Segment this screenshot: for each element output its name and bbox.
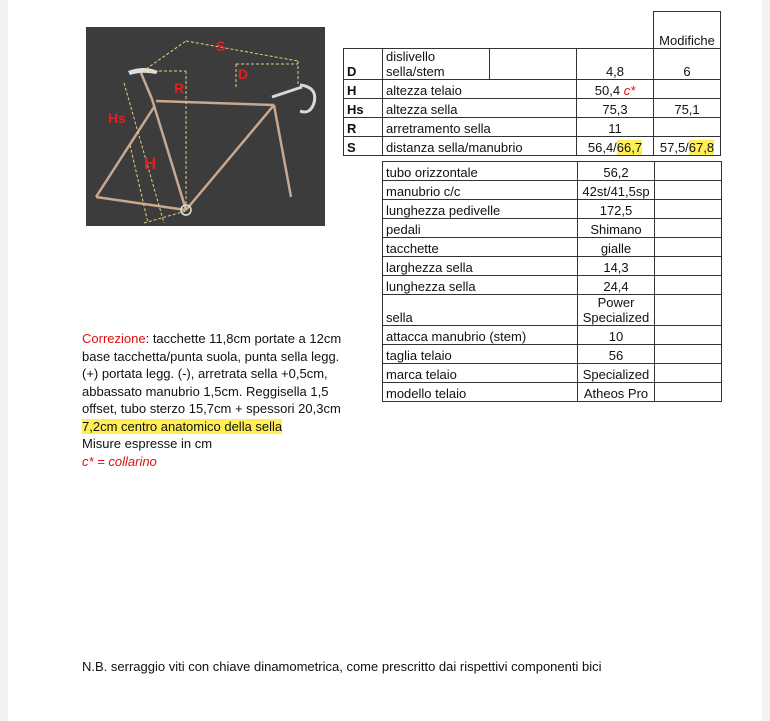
table-row: pedali Shimano — [383, 219, 722, 238]
label-hs: Hs — [108, 110, 126, 126]
table-row: taglia telaio 56 — [383, 345, 722, 364]
footer-note: N.B. serraggio viti con chiave dinamometrica, come prescritto dai rispettivi componenti bici — [82, 659, 602, 674]
table-row: modello telaio Atheos Pro — [383, 383, 722, 402]
table-row: manubrio c/c 42st/41,5sp — [383, 181, 722, 200]
table-row: H altezza telaio 50,4 c* — [344, 80, 721, 99]
table-row: D dislivello sella/stem 4,8 6 — [344, 49, 721, 80]
header-modifiche: Modifiche — [654, 12, 721, 49]
legend-note: c* = collarino — [82, 453, 157, 469]
notes-block — [82, 330, 344, 470]
label-s: S — [216, 38, 226, 54]
table-row: S distanza sella/manubrio 56,4/66,7 57,5/67,8 — [344, 137, 721, 156]
table-row: marca telaio Specialized — [383, 364, 722, 383]
label-h: H — [144, 154, 157, 173]
units-note: Misure espresse in cm — [82, 436, 213, 451]
bike-frame-svg — [86, 27, 325, 226]
table-row: larghezza sella 14,3 — [383, 257, 722, 276]
label-d: D — [238, 66, 249, 82]
components-table — [382, 161, 722, 402]
measurements-table — [343, 11, 721, 156]
bike-frame-diagram — [86, 27, 325, 226]
table-row: attacca manubrio (stem) 10 — [383, 326, 722, 345]
table-row: lunghezza pedivelle 172,5 — [383, 200, 722, 219]
table-row: tubo orizzontale 56,2 — [383, 162, 722, 181]
table-row: tacchette gialle — [383, 238, 722, 257]
table-row: R arretramento sella 11 — [344, 118, 721, 137]
table-row: sella Power Specialized — [383, 295, 722, 326]
table-row: lunghezza sella 24,4 — [383, 276, 722, 295]
label-r: R — [174, 80, 185, 96]
table-row: Hs altezza sella 75,3 75,1 — [344, 99, 721, 118]
saddle-center-note: 7,2cm centro anatomico della sella — [82, 418, 283, 434]
correction-note: Correzione: tacchette 11,8cm portate a 12cm base tacchetta/punta suola, punta sella legg. (+) portata legg. (-), arretrata sella +0,5cm, abbassato manubrio 1,5cm. Reggisella 1,5 offset, tubo sterzo 15,7cm + spessori 20,3cm — [82, 331, 342, 416]
